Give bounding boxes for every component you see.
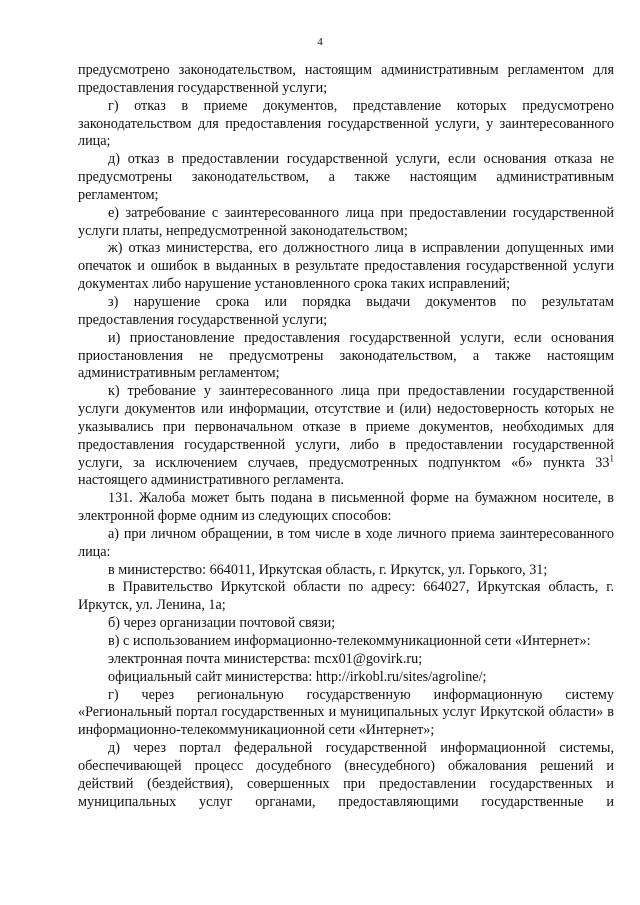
paragraph: г) отказ в приеме документов, представление которых предусмотрено законодательством для предоставления государственной услуги, у заинтересованного лица; bbox=[78, 97, 614, 150]
paragraph: в Правительство Иркутской области по адресу: 664027, Иркутская область, г. Иркутск, ул. Ленина, 1а; bbox=[78, 579, 614, 614]
document-body bbox=[78, 62, 614, 811]
paragraph: и) приостановление предоставления государственной услуги, если основания приостановления не предусмотрены законодательством, а также настоящим административным регламентом; bbox=[78, 329, 614, 382]
superscript: 1 bbox=[609, 452, 614, 463]
paragraph: 131. Жалоба может быть подана в письменной форме на бумажном носителе, в электронной форме одним из следующих способов: bbox=[78, 490, 614, 525]
paragraph: в) с использованием информационно-телекоммуникационной сети «Интернет»: bbox=[108, 633, 591, 649]
paragraph: д) через портал федеральной государственной информационной системы, обеспечивающей процесс досудебного (внесудебного) обжалования решений и действий (бездействия), совершенных при предоставлении государственных и муниципальных услуг органами, предоставляющими государственные и bbox=[78, 740, 614, 810]
paragraph: в министерство: 664011, Иркутская область, г. Иркутск, ул. Горького, 31; bbox=[108, 561, 548, 578]
paragraph: г) через региональную государственную информационную систему «Региональный портал государственных и муниципальных услуг Иркутской области» в информационно-телекоммуникационной сети «Интернет»; bbox=[78, 686, 614, 739]
paragraph-text: настоящего административного регламента. bbox=[78, 472, 345, 489]
paragraph-text: к) требование у заинтересованного лица при предоставлении государственной услуги документов или информации, отсутствие и (или) недостоверность которых не указывались при первоначальном отказе в приеме документов, необходимых для предоставления государственной услуги, либо в предоставлении государственной услуги, за исключением случаев, предусмотренных подпунктом «б» пункта 33 bbox=[78, 383, 614, 471]
paragraph: д) отказ в предоставлении государственной услуги, если основания отказа не предусмотрены законодательством, а также настоящим административным регламентом; bbox=[78, 151, 614, 203]
paragraph: з) нарушение срока или порядка выдачи документов по результатам предоставления государственной услуги; bbox=[78, 293, 614, 328]
paragraph: предусмотрено законодательством, настоящим административным регламентом для предоставления государственной услуги; bbox=[78, 62, 614, 96]
paragraph-email: электронная почта министерства: mcx01@govirk.ru; bbox=[108, 650, 423, 667]
paragraph: а) при личном обращении, в том числе в ходе личного приема заинтересованного лица: bbox=[78, 525, 614, 560]
paragraph: е) затребование с заинтересованного лица при предоставлении государственной услуги платы, непредусмотренной законодательством; bbox=[78, 204, 614, 239]
paragraph bbox=[78, 383, 614, 490]
paragraph: б) через организации почтовой связи; bbox=[108, 615, 336, 632]
paragraph-website: официальный сайт министерства: http://irkobl.ru/sites/agroline/; bbox=[108, 668, 487, 685]
paragraph: ж) отказ министерства, его должностного лица в исправлении допущенных ими опечаток и ошибок в выданных в результате предоставления государственной услуги документах либо нарушение установленного срока таких исправлений; bbox=[78, 240, 614, 293]
page-number: 4 bbox=[317, 36, 323, 48]
